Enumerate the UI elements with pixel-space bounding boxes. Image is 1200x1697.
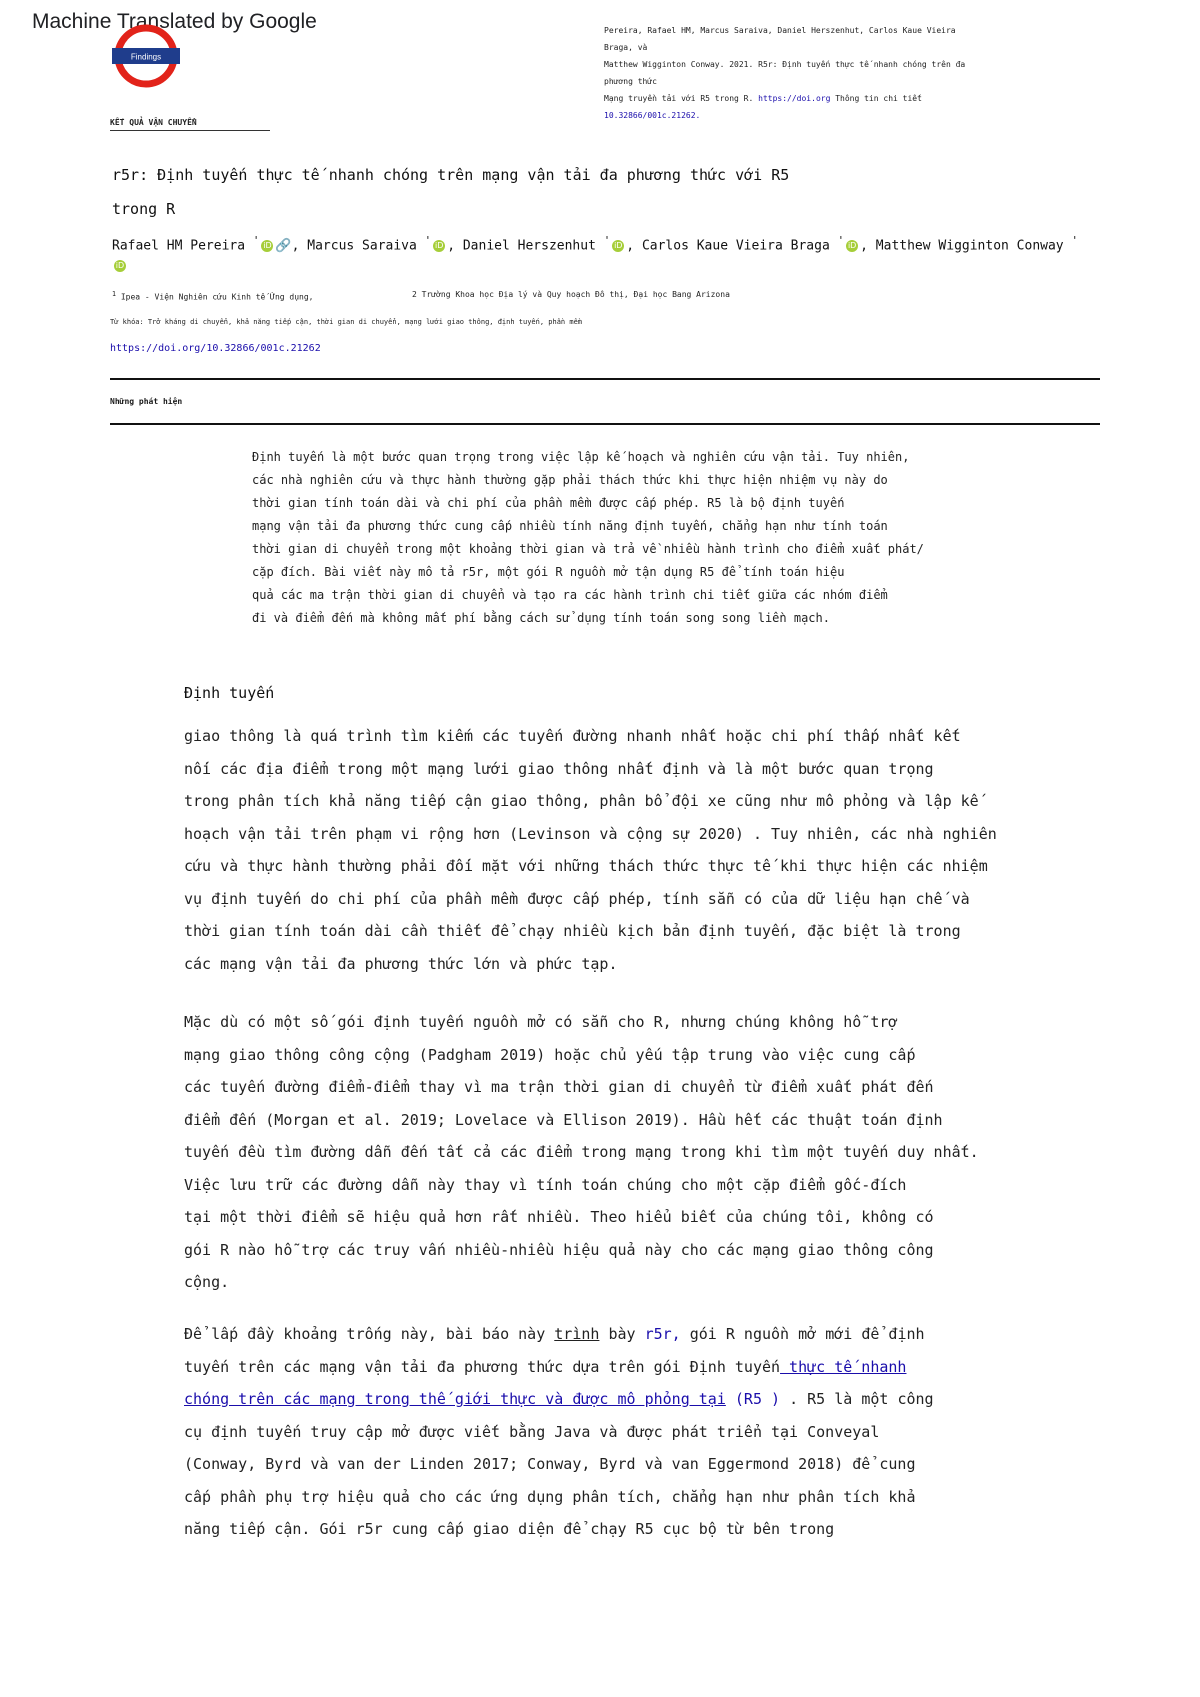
body-line: thời gian tính toán dài cần thiết để chạy nhiều kịch bản định tuyến, đặc biệt là trong [184,922,961,940]
article-title [112,158,912,226]
orcid-icon[interactable]: iD [115,261,125,270]
abstract-line: quả các ma trận thời gian di chuyển và tạo ra các hành trình chi tiết giữa các nhóm điểm [252,588,888,602]
divider [110,378,1100,380]
citation-line [604,90,984,107]
orcid-icon[interactable]: iD [614,240,623,250]
body-line [184,1318,1094,1351]
affiliation-sup: ' [603,234,611,247]
body-line: cộng. [184,1273,230,1291]
abstract-line: cặp đích. Bài viết này mô tả r5r, một gói R nguồn mở tận dụng R5 để tính toán hiệu [252,565,845,579]
body-line: (Conway, Byrd và van der Linden 2017; Conway, Byrd và van Eggermond 2018) để cung [184,1455,916,1473]
orcid-icon[interactable]: iD [847,240,857,250]
body-line: trong phân tích khả năng tiếp cận giao thông, phân bổ đội xe cũng như mô phỏng và lập kế [184,792,979,810]
abstract-line: thời gian di chuyển trong một khoảng thời gian và trả về nhiều hành trình cho điểm xuất phát/ [252,542,924,556]
citation-line: Pereira, Rafael HM, Marcus Saraiva, Daniel Herszenhut, Carlos Kaue Vieira Braga, và [604,26,956,52]
body-line: giao thông là quá trình tìm kiếm các tuyến đường nhanh nhất hoặc chi phí thấp nhất kết [184,727,961,745]
citation-text: Thông tin chi tiết [835,94,922,103]
affiliation-marker: 1 [112,290,117,298]
body-line: Mặc dù có một số gói định tuyến nguồn mở có sẵn cho R, nhưng chúng không hỗ trợ [184,1013,898,1031]
abstract-line: thời gian tính toán dài và chi phí của phần mềm được cấp phép. R5 là bộ định tuyến [252,496,845,510]
author-name[interactable]: Daniel Herszenhut [462,238,596,254]
affiliation-sup: ' [252,234,260,247]
author-name[interactable]: Matthew Wigginton Conway [875,238,1064,254]
citation-text: Mạng truyền tải với R5 trong R. [604,94,754,103]
orcid-icon[interactable]: iD [435,240,444,250]
affiliation-sup: ' [1071,234,1078,247]
body-line: mạng giao thông công cộng (Padgham 2019) hoặc chủ yếu tập trung vào việc cung cấp [184,1045,916,1064]
body-text: tuyến trên các mạng vận tải đa phương thức dựa trên gói Định tuyến [184,1357,781,1376]
body-line: Việc lưu trữ các đường dẫn này thay vì tính toán chúng cho một cặp điểm gốc-đích [184,1175,907,1194]
body-line: cụ định tuyến truy cập mở được viết bằng Java và được phát triển tại Conveyal [184,1422,880,1441]
paragraph-1 [184,720,1094,980]
machine-translated-banner: Machine Translated by Google [32,10,317,33]
body-text: gói R nguồn mở mới để định [689,1325,925,1343]
paragraph-3 [184,1318,1094,1546]
title-line: r5r: Định tuyến thực tế nhanh chóng trên mạng vận tải đa phương thức với R5 [112,166,790,184]
paragraph-2 [184,1006,1094,1299]
author-name[interactable]: Rafael HM Pereira [112,238,246,254]
citation-doi-link[interactable]: https://doi.org [758,94,831,103]
affiliation-2: 2 Trường Khoa học Địa lý và Quy hoạch Đô thị, Đại học Bang Arizona [412,290,730,299]
findings-journal-logo [112,22,180,90]
author-name[interactable]: Marcus Saraiva [307,238,417,254]
logo-label: Findings [130,52,162,62]
body-text: trình [554,1325,600,1343]
body-line [184,1351,1094,1384]
abstract [252,446,952,630]
body-line: tại một thời điểm sẽ hiệu quả hơn rất nhiều. Theo hiểu biết của chúng tôi, không có [184,1208,934,1226]
author-name[interactable]: Carlos Kaue Vieira Braga [641,238,830,254]
citation-block [604,22,984,124]
body-text: . R5 là một công [789,1390,934,1408]
findings-label: Những phát hiện [110,397,183,406]
body-line: hoạch vận tải trên phạm vi rộng hơn (Levinson và cộng sự 2020) . Tuy nhiên, các nhà nghiên [184,824,997,843]
keywords: Từ khóa: Trở kháng di chuyển, khả năng tiếp cận, thời gian di chuyển, mạng lưới giao thông, định tuyến, phần mềm [110,318,583,326]
body-text: bày [608,1325,636,1343]
body-line [184,1383,1094,1416]
section-heading: Định tuyến [184,684,275,702]
divider [110,423,1100,425]
citation-line: Matthew Wigginton Conway. 2021. R5r: Định tuyến thực tế nhanh chóng trên đa phương thức [604,60,966,86]
body-line: điểm đến (Morgan et al. 2019; Lovelace và Ellison 2019). Hầu hết các thuật toán định [184,1110,943,1129]
orcid-icon[interactable]: iD [263,240,272,250]
affiliation-1 [112,290,314,302]
body-line: các tuyến đường điểm-điểm thay vì ma trận thời gian di chuyển từ điểm xuất phát đến [184,1078,934,1096]
body-line: các mạng vận tải đa phương thức lớn và phức tạp. [184,954,618,973]
body-line: gói R nào hỗ trợ các truy vấn nhiều-nhiều hiệu quả này cho các mạng giao thông công [184,1240,934,1259]
link-icon[interactable]: 🔗 [275,238,292,254]
body-line: nối các địa điểm trong một mạng lưới giao thông nhất định và là một bước quan trọng [184,759,934,778]
abstract-line: các nhà nghiên cứu và thực hành thường gặp phải thách thức khi thực hiện nhiệm vụ này do [252,473,888,487]
r5-link[interactable]: thực tế nhanh [780,1357,907,1376]
title-line: trong R [112,200,176,218]
body-line: cứu và thực hành thường phải đối mặt với những thách thức thực tế khi thực hiện các nhiệm [184,857,988,875]
section-tag: KẾT QUẢ VẬN CHUYỂN [110,118,270,131]
r5-link[interactable]: (R5 ) [734,1390,781,1408]
body-line: cấp phần phụ trợ hiệu quả cho các ứng dụng phân tích, chẳng hạn như phân tích khả [184,1487,916,1506]
abstract-line: Định tuyến là một bước quan trọng trong việc lập kế hoạch và nghiên cứu vận tải. Tuy nhiên, [252,450,910,464]
body-line: vụ định tuyến do chi phí của phần mềm được cấp phép, tính sẵn có của dữ liệu hạn chế và [184,889,970,908]
body-text: Để lấp đầy khoảng trống này, bài báo này [184,1325,546,1343]
body-line: năng tiếp cận. Gói r5r cung cấp giao diện để chạy R5 cục bộ từ bên trong [184,1520,835,1538]
affiliation-sup: ' [424,234,432,247]
abstract-line: đi và điểm đến mà không mất phí bằng cách sử dụng tính toán song song liền mạch. [252,611,830,625]
affiliation-sup: ' [837,234,845,247]
r5-link[interactable]: chóng trên các mạng trong thế giới thực và được mô phỏng tại [184,1390,726,1408]
abstract-line: mạng vận tải đa phương thức cung cấp nhiều tính năng định tuyến, chẳng hạn như tính toán [252,519,888,533]
affiliation-text: Ipea - Viện Nghiên cứu Kinh tế Ứng dụng, [120,292,314,302]
citation-doi-link[interactable]: 10.32866/001c.21262. [604,111,701,120]
author-list: Rafael HM Pereira ' iD 🔗, Marcus Saraiva ' iD , Daniel Herszenhut ' iD , Carlos Kaue Vieira Braga ' iD , Matthew Wigginton Conway ' [112,234,1078,254]
doi-link[interactable]: https://doi.org/10.32866/001c.21262 [110,343,321,354]
r5r-link[interactable]: r5r, [644,1325,681,1343]
body-line: tuyến đều tìm đường dẫn đến tất cả các điểm trong mạng trong khi tìm một tuyến duy nhất. [184,1143,979,1161]
